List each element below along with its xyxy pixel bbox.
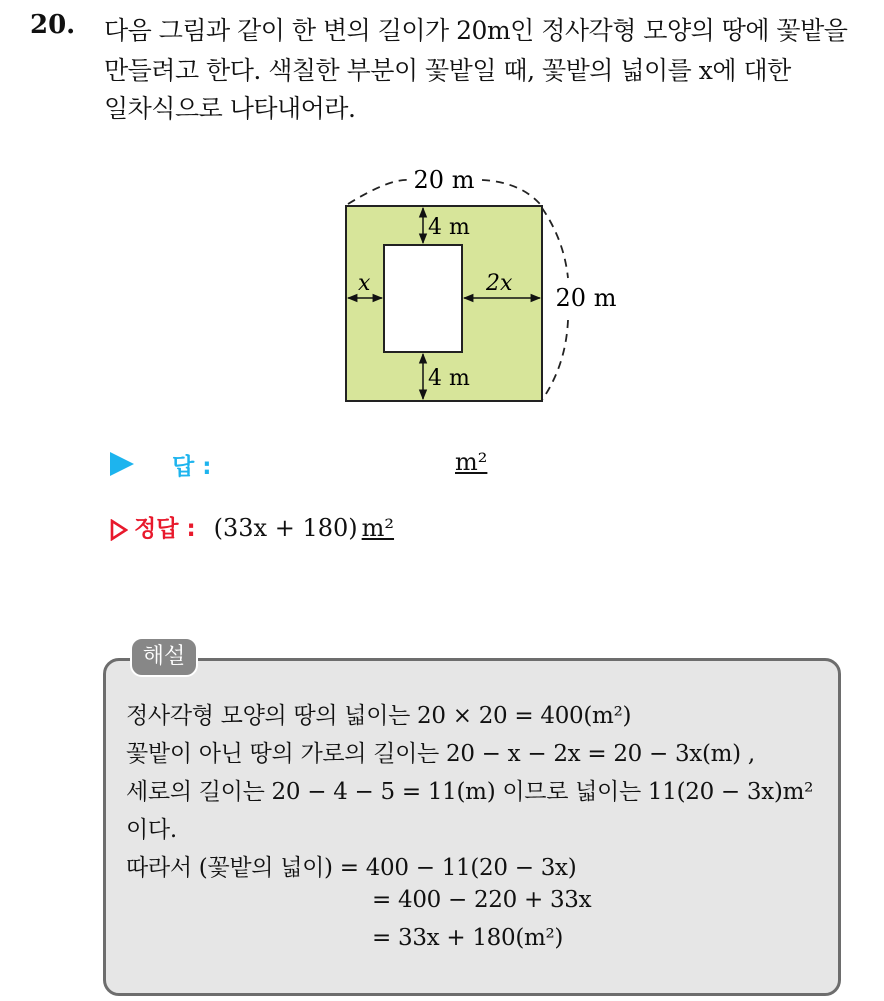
correct-answer-value: (33x + 180) bbox=[213, 514, 358, 542]
top-length-label: 20 m bbox=[413, 166, 475, 194]
solution-tab: 해설 bbox=[130, 637, 198, 677]
bottom-gap-label: 4 m bbox=[428, 366, 470, 391]
correct-answer-unit: m² bbox=[361, 514, 395, 542]
question-text-line-2: 만들려고 한다. 색칠한 부분이 꽃밭일 때, 꽃밭의 넓이를 x에 대한 bbox=[104, 56, 791, 85]
top-gap-label: 4 m bbox=[428, 215, 470, 240]
right-gap-label: 2x bbox=[486, 271, 513, 296]
answer-unit: m² bbox=[455, 448, 488, 476]
right-dimension-arc-lower bbox=[542, 320, 568, 400]
correct-answer-row bbox=[110, 510, 394, 543]
left-gap-label: x bbox=[358, 271, 371, 296]
top-dimension-arc bbox=[348, 180, 410, 204]
answer-label: 답 : bbox=[172, 454, 212, 480]
outline-triangle-icon bbox=[110, 519, 128, 541]
top-dimension-arc-right bbox=[482, 180, 540, 204]
solution-line-5: 따라서 (꽃밭의 넓이) = 400 − 11(20 − 3x) bbox=[126, 855, 577, 881]
question-number: 20. bbox=[30, 10, 76, 40]
inner-plot bbox=[384, 245, 462, 352]
solution-line-3: 세로의 길이는 20 − 4 − 5 = 11(m) 이므로 넓이는 11(20 − 3x)m² bbox=[126, 779, 814, 805]
right-length-label: 20 m bbox=[555, 284, 617, 312]
solution-line-2: 꽃밭이 아닌 땅의 가로의 길이는 20 − x − 2x = 20 − 3x(m) , bbox=[126, 741, 755, 767]
solution-line-6: = 400 − 220 + 33x bbox=[372, 887, 592, 913]
solution-line-4: 이다. bbox=[126, 817, 177, 843]
question-text-line-1: 다음 그림과 같이 한 변의 길이가 20m인 정사각형 모양의 땅에 꽃밭을 bbox=[104, 16, 848, 45]
right-dimension-arc bbox=[542, 208, 568, 278]
answer-row bbox=[110, 448, 488, 480]
correct-answer-label: 정답 : bbox=[134, 516, 196, 542]
solution-line-1: 정사각형 모양의 땅의 넓이는 20 × 20 = 400(m²) bbox=[126, 703, 632, 729]
play-triangle-icon bbox=[110, 452, 134, 476]
question-text-line-3: 일차식으로 나타내어라. bbox=[104, 94, 356, 123]
garden-diagram bbox=[320, 160, 630, 420]
solution-line-7: = 33x + 180(m²) bbox=[372, 925, 564, 951]
